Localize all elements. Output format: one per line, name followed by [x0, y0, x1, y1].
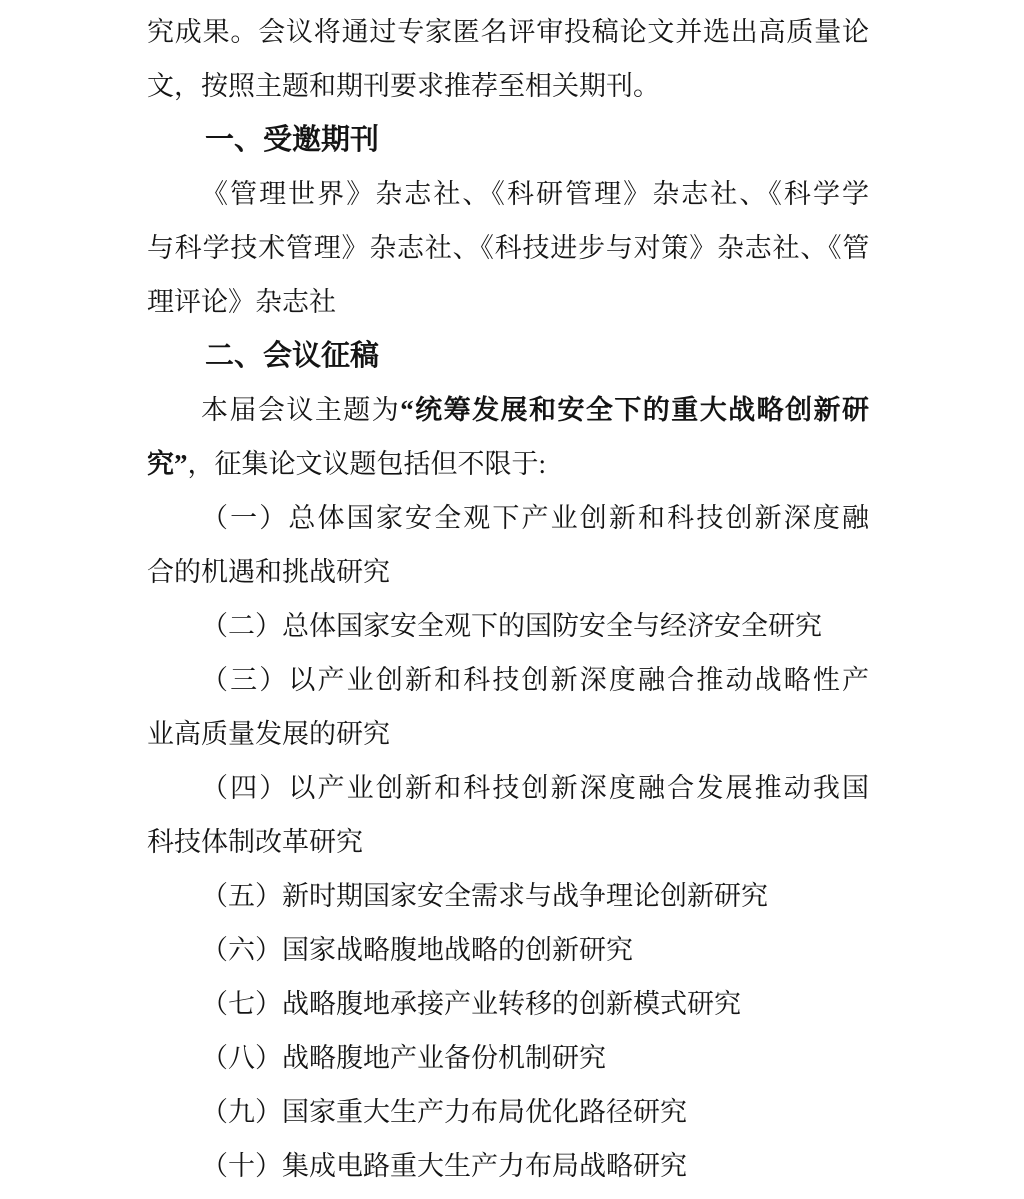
bold-text-run: 二、会议征稿	[205, 340, 380, 372]
text-line	[147, 869, 869, 923]
text-line	[147, 761, 869, 815]
text-run: （一）总体国家安全观下产业创新和科技创新深度融	[201, 503, 869, 533]
text-line	[147, 707, 869, 761]
text-run: （八）战略腹地产业备份机制研究	[201, 1043, 606, 1073]
text-line	[147, 923, 869, 977]
text-line	[147, 1031, 869, 1085]
section-heading	[147, 113, 869, 167]
text-line	[147, 977, 869, 1031]
text-line	[147, 59, 869, 113]
text-run: （三）以产业创新和科技创新深度融合推动战略性产	[201, 665, 869, 695]
text-line	[147, 815, 869, 869]
text-run: 《管理世界》杂志社、《科研管理》杂志社、《科学学	[201, 179, 869, 209]
text-run: （二）总体国家安全观下的国防安全与经济安全研究	[201, 611, 822, 641]
text-line	[147, 221, 869, 275]
text-line	[147, 491, 869, 545]
text-run: （十）集成电路重大生产力布局战略研究	[201, 1151, 687, 1181]
text-run: 与科学技术管理》杂志社、《科技进步与对策》杂志社、《管	[147, 233, 869, 263]
bold-text-run: 究”	[147, 449, 188, 479]
bold-text-run: 一、受邀期刊	[205, 124, 380, 156]
text-run: 科技体制改革研究	[147, 827, 363, 857]
text-line	[147, 5, 869, 59]
text-run: ，征集论文议题包括但不限于:	[187, 449, 547, 479]
text-line	[147, 275, 869, 329]
text-run: （五）新时期国家安全需求与战争理论创新研究	[201, 881, 768, 911]
text-run: （四）以产业创新和科技创新深度融合发展推动我国	[201, 773, 869, 803]
text-line	[147, 1139, 869, 1193]
text-run: （七）战略腹地承接产业转移的创新模式研究	[201, 989, 741, 1019]
text-line	[147, 167, 869, 221]
text-run: 文，按照主题和期刊要求推荐至相关期刊。	[147, 71, 660, 101]
section-heading	[147, 329, 869, 383]
text-run: 理评论》杂志社	[147, 287, 336, 317]
text-line	[147, 599, 869, 653]
text-line	[147, 1085, 869, 1139]
text-line	[147, 545, 869, 599]
text-line	[147, 437, 869, 491]
text-line	[147, 653, 869, 707]
text-run: 业高质量发展的研究	[147, 719, 390, 749]
text-run: 合的机遇和挑战研究	[147, 557, 390, 587]
bold-text-run: “统筹发展和安全下的重大战略创新研	[400, 395, 870, 425]
text-run: （九）国家重大生产力布局优化路径研究	[201, 1097, 687, 1127]
text-run: （六）国家战略腹地战略的创新研究	[201, 935, 633, 965]
text-run: 本届会议主题为	[201, 395, 401, 425]
text-run: 究成果。会议将通过专家匿名评审投稿论文并选出高质量论	[147, 17, 869, 47]
text-line	[147, 383, 869, 437]
